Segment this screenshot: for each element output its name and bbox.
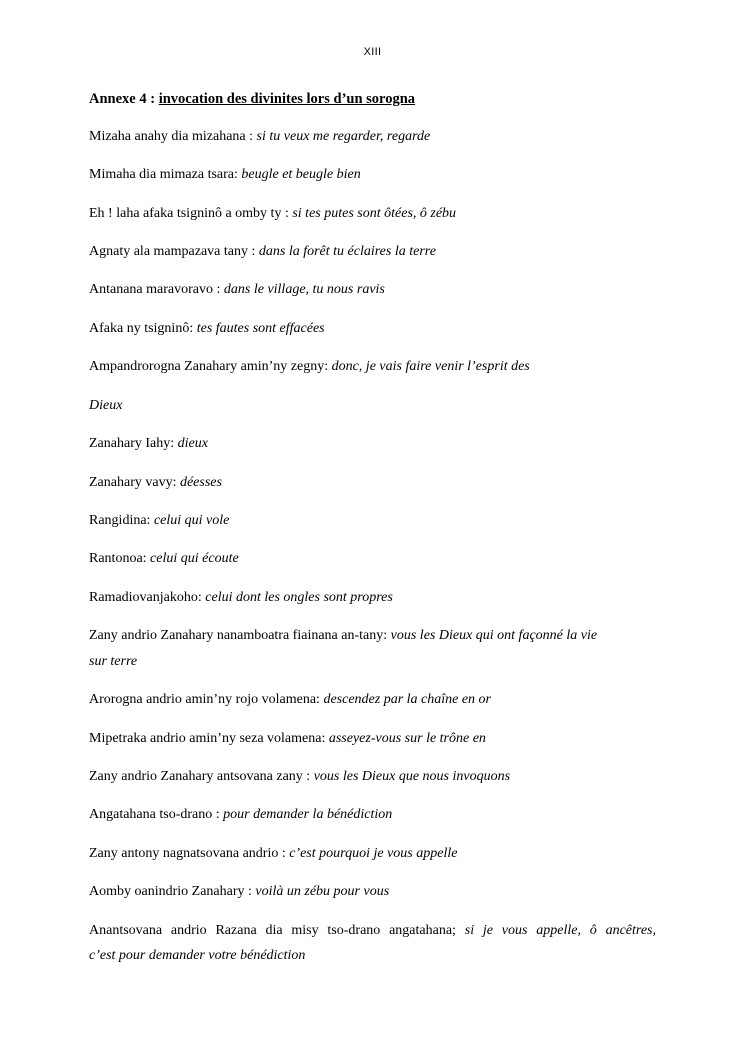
french-translation: celui qui vole <box>153 513 230 528</box>
french-translation: déesses <box>179 475 222 490</box>
french-translation: voilà un zébu pour vous <box>255 884 390 899</box>
text-line <box>89 550 656 568</box>
malagasy-text: Mipetraka andrio amin’ny seza volamena: <box>89 731 329 746</box>
french-translation: c’est pourquoi je vous appelle <box>289 846 458 861</box>
malagasy-text: Zany antony nagnatsovana andrio : <box>89 846 290 861</box>
text-line <box>89 205 656 223</box>
text-line <box>89 845 656 863</box>
text-line <box>89 166 656 184</box>
malagasy-text: Anantsovana andrio Razana dia misy tso-drano angatahana; <box>89 923 465 938</box>
malagasy-text: Mizaha anahy dia mizahana : <box>89 129 257 144</box>
french-translation: vous les Dieux qui ont façonné la vie <box>390 628 598 643</box>
malagasy-text: Antanana maravoravo : <box>89 282 224 297</box>
french-translation: asseyez-vous sur le trône en <box>328 731 486 746</box>
french-translation: si tes putes sont ôtées, ô zébu <box>292 206 457 221</box>
text-line <box>89 435 656 453</box>
french-translation: dans le village, tu nous ravis <box>223 282 385 297</box>
text-line <box>89 474 656 492</box>
french-translation: descendez par la chaîne en or <box>323 692 492 707</box>
malagasy-text: Agnaty ala mampazava tany : <box>89 244 259 259</box>
malagasy-text: Zanahary Iahy: <box>89 436 178 451</box>
text-line <box>89 806 656 824</box>
annex-heading <box>89 90 415 108</box>
page-number: XIII <box>363 46 382 58</box>
french-translation: celui dont les ongles sont propres <box>205 590 393 605</box>
text-line <box>89 922 656 940</box>
french-translation: dieux <box>177 436 208 451</box>
malagasy-text: Zany andrio Zanahary nanamboatra fiainana an-tany: <box>89 628 391 643</box>
text-line <box>89 691 656 709</box>
annex-heading-title: invocation des divinites lors d’un sorogna <box>158 91 416 107</box>
text-line <box>89 947 656 965</box>
malagasy-text: Zany andrio Zanahary antsovana zany : <box>89 769 314 784</box>
malagasy-text: Rantonoa: <box>89 551 151 566</box>
text-line <box>89 883 656 901</box>
text-line <box>89 243 656 261</box>
text-line <box>89 128 656 146</box>
annex-heading-prefix: Annexe 4 : <box>89 91 159 107</box>
french-translation: si je vous appelle, ô ancêtres, <box>464 923 656 938</box>
french-translation: donc, je vais faire venir l’esprit des <box>331 359 530 374</box>
text-line <box>89 320 656 338</box>
french-translation: sur terre <box>89 654 138 669</box>
text-line <box>89 512 656 530</box>
malagasy-text: Eh ! laha afaka tsigninô a omby ty : <box>89 206 293 221</box>
malagasy-text: Afaka ny tsigninô: <box>89 321 197 336</box>
text-line <box>89 768 656 786</box>
text-line <box>89 589 656 607</box>
text-line <box>89 653 656 671</box>
french-translation: vous les Dieux que nous invoquons <box>313 769 511 784</box>
malagasy-text: Arorogna andrio amin’ny rojo volamena: <box>89 692 324 707</box>
malagasy-text: Rangidina: <box>89 513 154 528</box>
french-translation: celui qui écoute <box>150 551 239 566</box>
malagasy-text: Ampandrorogna Zanahary amin’ny zegny: <box>89 359 332 374</box>
malagasy-text: Aomby oanindrio Zanahary : <box>89 884 256 899</box>
malagasy-text: Zanahary vavy: <box>89 475 180 490</box>
text-line <box>89 627 656 645</box>
malagasy-text: Angatahana tso-drano : <box>89 807 224 822</box>
french-translation: beugle et beugle bien <box>241 167 361 182</box>
text-line <box>89 358 656 376</box>
malagasy-text: Ramadiovanjakoho: <box>89 590 206 605</box>
text-line <box>89 281 656 299</box>
french-translation: tes fautes sont effacées <box>196 321 325 336</box>
malagasy-text: Mimaha dia mimaza tsara: <box>89 167 242 182</box>
text-line <box>89 397 656 415</box>
french-translation: pour demander la bénédiction <box>223 807 393 822</box>
french-translation: si tu veux me regarder, regarde <box>256 129 431 144</box>
text-line <box>89 730 656 748</box>
french-translation: c’est pour demander votre bénédiction <box>89 948 306 963</box>
french-translation: dans la forêt tu éclaires la terre <box>258 244 436 259</box>
french-translation: Dieux <box>89 398 123 413</box>
